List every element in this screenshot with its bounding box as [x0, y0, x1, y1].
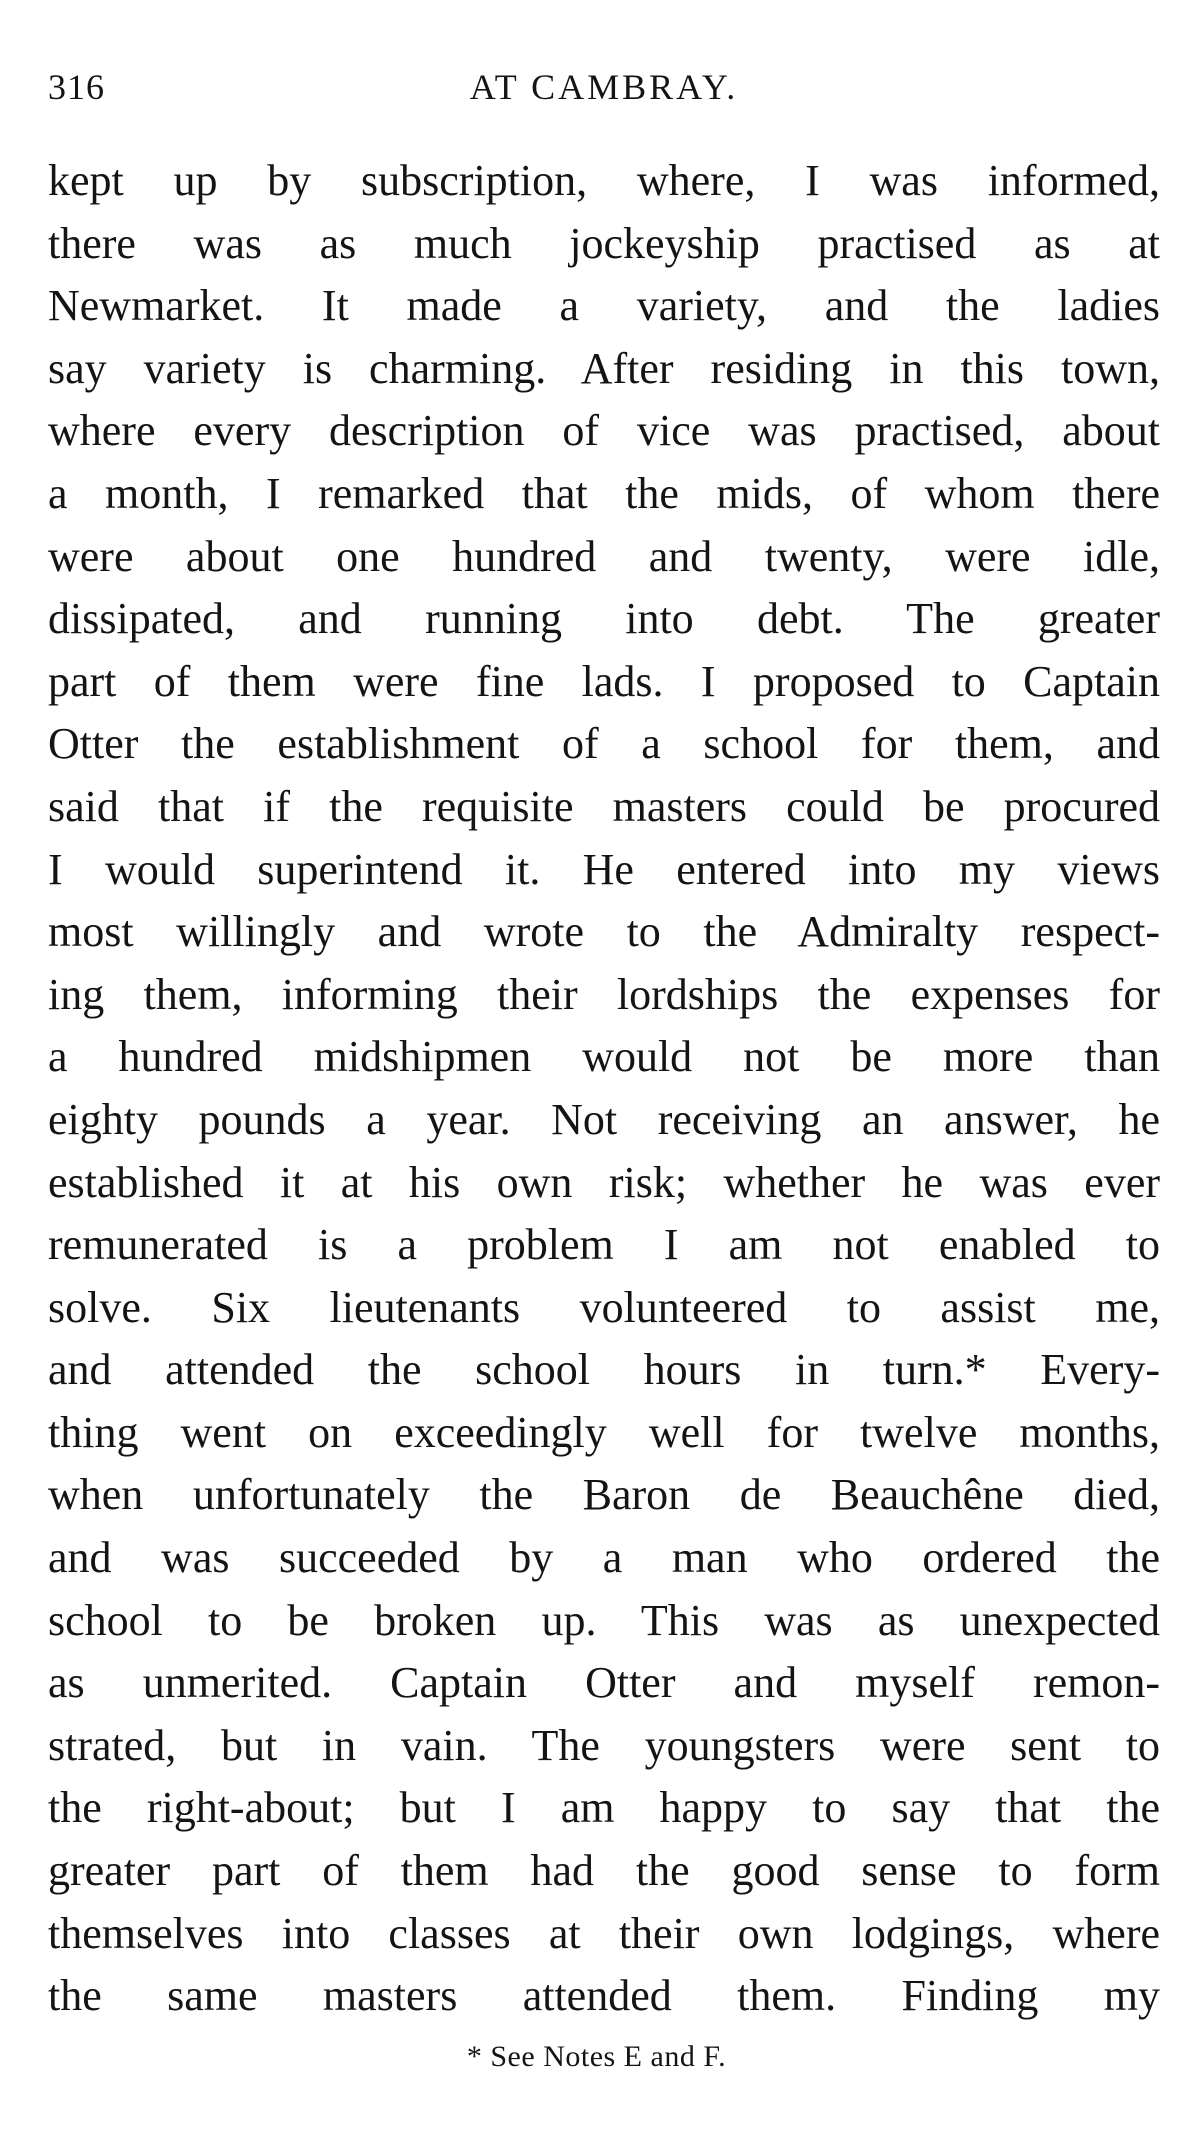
page-number: 316 [48, 67, 105, 107]
text-line: as unmerited. Captain Otter and myself remon- [48, 1658, 1160, 1708]
text-line: when unfortunately the Baron de Beauchêne died, [48, 1470, 1160, 1520]
text-line: school to be broken up. This was as unexpected [48, 1595, 1160, 1645]
text-line: strated, but in vain. The youngsters were sent to [48, 1720, 1160, 1770]
text-line: the same masters attended them. Finding my [48, 1971, 1160, 2021]
text-line: thing went on exceedingly well for twelve months, [48, 1407, 1160, 1457]
body-text [48, 150, 1160, 2028]
text-line: a hundred midshipmen would not be more than [48, 1032, 1160, 1082]
text-line: solve. Six lieutenants volunteered to assist me, [48, 1282, 1160, 1332]
text-line: established it at his own risk; whether he was ever [48, 1157, 1160, 1207]
text-line: the right-about; but I am happy to say that the [48, 1783, 1160, 1833]
text-line: and attended the school hours in turn.* Every- [48, 1345, 1160, 1395]
running-head: AT CAMBRAY. [469, 67, 739, 107]
text-line: ing them, informing their lordships the expenses for [48, 969, 1160, 1019]
text-line: Newmarket. It made a variety, and the ladies [48, 281, 1160, 331]
text-line: kept up by subscription, where, I was informed, [48, 156, 1160, 205]
text-line: dissipated, and running into debt. The greater [48, 594, 1160, 644]
text-line: where every description of vice was practised, about [48, 406, 1160, 456]
text-line: said that if the requisite masters could be procured [48, 781, 1160, 831]
text-line: were about one hundred and twenty, were idle, [48, 531, 1160, 581]
text-line: themselves into classes at their own lodgings, where [48, 1908, 1160, 1958]
text-line: there was as much jockeyship practised as at [48, 218, 1160, 268]
text-line: remunerated is a problem I am not enabled to [48, 1220, 1160, 1270]
text-line: and was succeeded by a man who ordered the [48, 1533, 1160, 1583]
text-line: say variety is charming. After residing in this town, [48, 343, 1160, 393]
text-line: part of them were fine lads. I proposed to Captain [48, 656, 1160, 706]
text-line: Otter the establishment of a school for them, and [48, 719, 1160, 769]
footnote: * See Notes E and F. [466, 2040, 727, 2073]
text-line: a month, I remarked that the mids, of whom there [48, 468, 1160, 518]
text-line: greater part of them had the good sense to form [48, 1846, 1160, 1896]
text-line: eighty pounds a year. Not receiving an answer, he [48, 1094, 1160, 1144]
text-line: I would superintend it. He entered into my views [48, 844, 1160, 894]
text-line: most willingly and wrote to the Admiralty respect- [48, 907, 1160, 957]
page-header [48, 66, 1160, 116]
